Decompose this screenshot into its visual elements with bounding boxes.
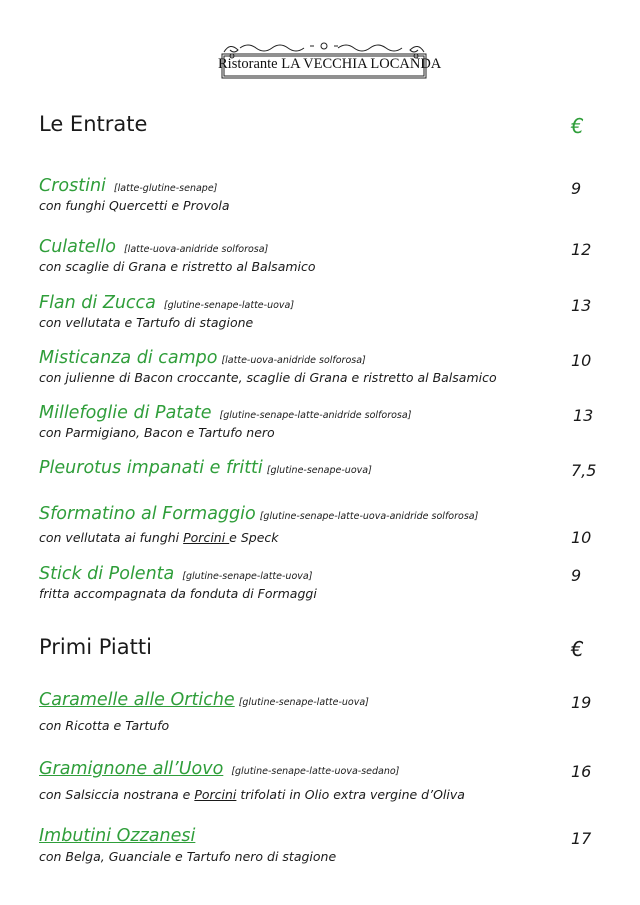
desc-text: e Speck <box>229 530 279 545</box>
dish-allergens: [glutine-senape-latte-anidride solforosa] <box>219 410 412 421</box>
dish-description <box>39 787 465 802</box>
dish-description: con funghi Quercetti e Provola <box>39 198 230 213</box>
dish-description: con Ricotta e Tartufo <box>39 718 170 733</box>
section-title-le-entrate: Le Entrate <box>39 112 148 136</box>
dish-culatello <box>39 237 268 257</box>
dish-price: 10 <box>571 528 592 547</box>
dish-name: Caramelle alle Ortiche <box>39 690 235 710</box>
desc-text: trifolati in Olio extra vergine d’Oliva <box>236 787 465 802</box>
dish-name: Stick di Polenta <box>39 564 175 584</box>
dish-name: Gramignone all’Uovo <box>39 759 224 779</box>
dish-price: 7,5 <box>571 461 597 480</box>
dish-price: 16 <box>571 762 592 781</box>
currency-header: € <box>571 637 584 661</box>
dish-description: con vellutata e Tartufo di stagione <box>39 315 254 330</box>
dish-caramelle-alle-ortiche <box>39 690 369 710</box>
dish-price: 9 <box>571 179 582 198</box>
dish-name: Sformatino al Formaggio <box>39 504 256 524</box>
dish-price: 19 <box>571 693 592 712</box>
dish-price: 10 <box>571 351 592 370</box>
dish-price: 13 <box>573 406 594 425</box>
desc-text: con Salsiccia nostrana e <box>39 787 195 802</box>
dish-name: Misticanza di campo <box>39 348 218 368</box>
dish-name: Flan di Zucca <box>39 293 156 313</box>
desc-text: con vellutata ai funghi <box>39 530 184 545</box>
section-title-primi-piatti: Primi Piatti <box>39 635 152 659</box>
dish-misticanza-di-campo <box>39 348 366 368</box>
dish-sformatino-al-formaggio <box>39 504 478 524</box>
dish-gramignone-all-uovo <box>39 759 399 779</box>
desc-porcini: Porcini <box>183 530 230 545</box>
dish-name: Culatello <box>39 237 116 257</box>
dish-price: 13 <box>571 296 592 315</box>
dish-allergens: [glutine-senape-latte-uova-sedano] <box>231 766 400 777</box>
restaurant-logo <box>218 38 442 80</box>
dish-allergens: [latte-uova-anidride solforosa] <box>123 244 269 255</box>
dish-flan-di-zucca <box>39 293 294 313</box>
dish-allergens: [glutine-senape-latte-uova] <box>238 697 369 708</box>
dish-allergens: [glutine-senape-latte-uova] <box>163 300 295 311</box>
dish-allergens: [latte-uova-anidride solforosa] <box>221 355 366 366</box>
dish-price: 12 <box>571 240 592 259</box>
dish-allergens: [latte-glutine-senape] <box>113 183 218 194</box>
dish-imbutini-ozzanesi <box>39 826 195 846</box>
currency-header: € <box>571 114 584 138</box>
dish-description <box>39 530 279 545</box>
desc-porcini: Porcini <box>194 787 237 802</box>
dish-name: Pleurotus impanati e fritti <box>39 458 263 478</box>
dish-description: fritta accompagnata da fonduta di Formaggi <box>39 586 317 601</box>
dish-crostini <box>39 176 217 196</box>
dish-allergens: [glutine-senape-latte-uova] <box>182 571 313 582</box>
dish-name: Millefoglie di Patate <box>39 403 212 423</box>
dish-description: con Parmigiano, Bacon e Tartufo nero <box>39 425 275 440</box>
dish-description: con julienne di Bacon croccante, scaglie di Grana e ristretto al Balsamico <box>39 370 497 385</box>
dish-stick-di-polenta <box>39 564 312 584</box>
dish-millefoglie-di-patate <box>39 403 411 423</box>
dish-allergens: [glutine-senape-uova] <box>266 465 372 476</box>
dish-description: con scaglie di Grana e ristretto al Balsamico <box>39 259 316 274</box>
dish-pleurotus <box>39 458 372 478</box>
logo-text: Ristorante LA VECCHIA LOCANDA <box>218 56 442 72</box>
dish-name: Crostini <box>39 176 106 196</box>
dish-allergens: [glutine-senape-latte-uova-anidride solforosa] <box>259 511 479 522</box>
dish-price: 17 <box>571 829 592 848</box>
dish-price: 9 <box>571 566 582 585</box>
dish-description: con Belga, Guanciale e Tartufo nero di stagione <box>39 849 337 864</box>
dish-name: Imbutini Ozzanesi <box>39 826 196 846</box>
